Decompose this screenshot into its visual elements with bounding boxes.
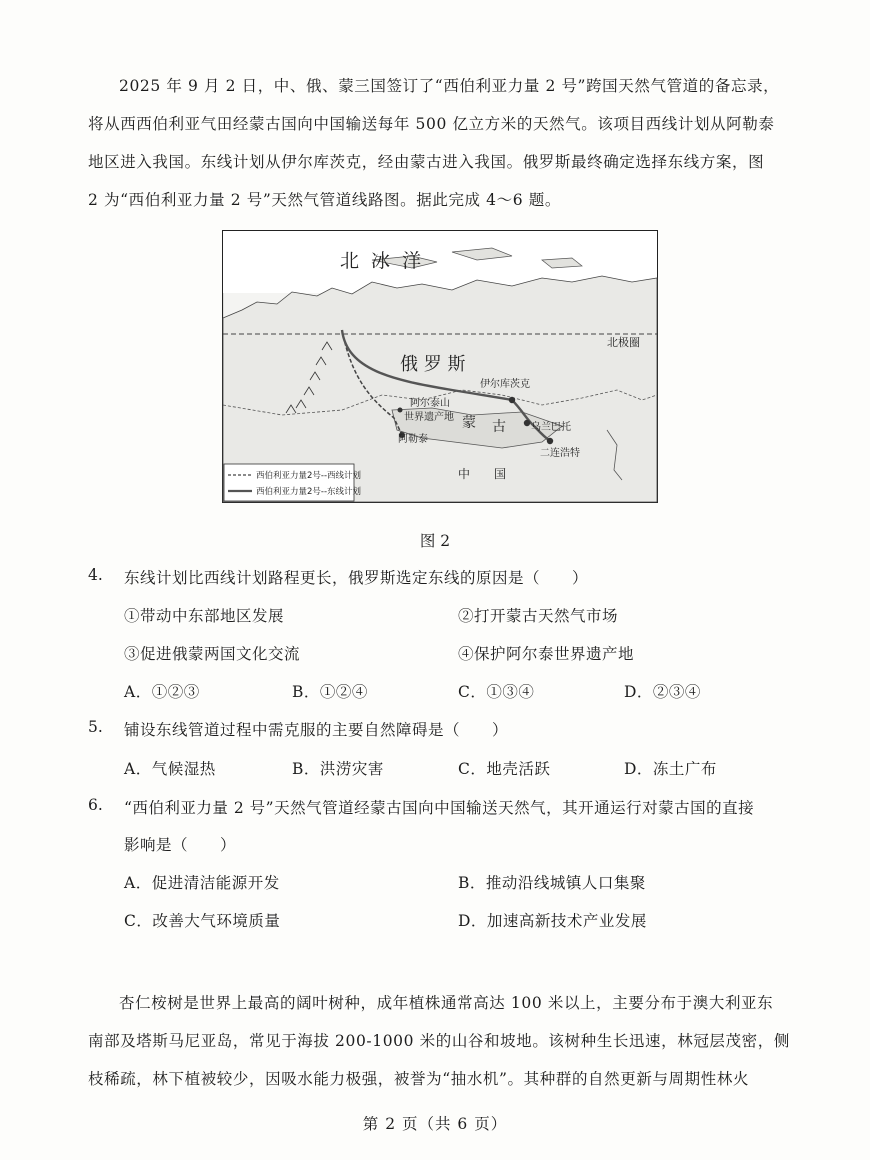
question-stem: 东线计划比西线计划路程更长，俄罗斯选定东线的原因是（ ）	[124, 569, 589, 587]
altai-heritage-label: 阿尔泰山	[410, 398, 450, 409]
erenhot-label: 二连浩特	[540, 448, 580, 459]
passage-line: 枝稀疏，林下植被较少，因吸水能力极强，被誉为“抽水机”。其种群的自然更新与周期性林火	[88, 1070, 750, 1088]
figure-caption: 图 2	[419, 532, 451, 550]
ulaanbaatar-point	[524, 420, 530, 426]
answer-option-b[interactable]: B．洪涝灾害	[292, 760, 384, 778]
answer-option-d[interactable]: D．冻土广布	[624, 760, 717, 778]
question-number: 4.	[88, 566, 103, 584]
question-stem: 影响是（ ）	[124, 836, 237, 854]
question-number: 6.	[88, 796, 103, 814]
question-stem: “西伯利亚力量 2 号”天然气管道经蒙古国向中国输送天然气，其开通运行对蒙古国的直接	[124, 799, 755, 817]
ocean-label: 北 冰 洋	[340, 250, 425, 272]
intro-paragraph	[88, 67, 796, 219]
intro-line: 将从西西伯利亚气田经蒙古国向中国输送每年 500 亿立方米的天然气。该项目西线计划从阿勒泰	[88, 115, 775, 133]
mongolia-label: 蒙	[462, 415, 476, 431]
russia-label: 俄 罗 斯	[400, 354, 466, 375]
ulaanbaatar-label: 乌兰巴托	[531, 422, 571, 433]
statement: ②打开蒙古天然气市场	[458, 607, 619, 625]
altai-heritage-point	[398, 408, 403, 413]
statement: ④保护阿尔泰世界遗产地	[458, 645, 635, 663]
answer-option-a[interactable]: A．气候湿热	[124, 760, 216, 778]
answer-option-b[interactable]: B．推动沿线城镇人口集聚	[458, 874, 646, 892]
irkutsk-point	[509, 397, 515, 403]
mongolia-label: 古	[492, 419, 506, 435]
answer-option-d[interactable]: D．加速高新技术产业发展	[458, 912, 647, 930]
answer-option-a[interactable]: A．促进清洁能源开发	[124, 874, 280, 892]
erenhot-point	[547, 438, 553, 444]
question-stem: 铺设东线管道过程中需克服的主要自然障碍是（ ）	[124, 721, 509, 739]
china-label: 中 国	[458, 467, 507, 481]
answer-option-c[interactable]: C．改善大气环境质量	[124, 912, 281, 930]
arctic-circle-label: 北极圈	[607, 336, 640, 349]
answer-option-d[interactable]: D．②③④	[624, 683, 701, 701]
answer-option-c[interactable]: C．①③④	[458, 683, 535, 701]
pipeline-route-map	[222, 230, 658, 503]
passage-line: 南部及塔斯马尼亚岛，常见于海拔 200-1000 米的山谷和坡地。该树种生长迅速，林冠层茂密，侧	[88, 1032, 790, 1050]
answer-option-a[interactable]: A．①②③	[124, 683, 200, 701]
question-number: 5.	[88, 718, 103, 736]
passage-line: 杏仁桉树是世界上最高的阔叶树种，成年植株通常高达 100 米以上，主要分布于澳大利亚东	[119, 994, 774, 1012]
statement: ①带动中东部地区发展	[124, 607, 285, 625]
answer-option-b[interactable]: B．①②④	[292, 683, 368, 701]
answer-option-c[interactable]: C．地壳活跃	[458, 760, 551, 778]
passage-paragraph	[88, 984, 796, 1098]
legend-east-label: 西伯利亚力量2号--东线计划	[256, 487, 362, 497]
legend-west-label: 西伯利亚力量2号--西线计划	[256, 471, 362, 481]
intro-line: 地区进入我国。东线计划从伊尔库茨克，经由蒙古进入我国。俄罗斯最终确定选择东线方案，图	[88, 153, 765, 171]
intro-line: 2025 年 9 月 2 日，中、俄、蒙三国签订了“西伯利亚力量 2 号”跨国天然气管道的备忘录，	[119, 77, 780, 95]
altay-label: 阿勒泰	[398, 434, 428, 445]
irkutsk-label: 伊尔库茨克	[480, 379, 530, 390]
page-footer: 第 2 页（共 6 页）	[362, 1115, 508, 1133]
altai-heritage-label: 世界遗产地	[404, 412, 454, 423]
statement: ③促进俄蒙两国文化交流	[124, 645, 301, 663]
intro-line: 2 为“西伯利亚力量 2 号”天然气管道线路图。据此完成 4～6 题。	[88, 191, 561, 209]
